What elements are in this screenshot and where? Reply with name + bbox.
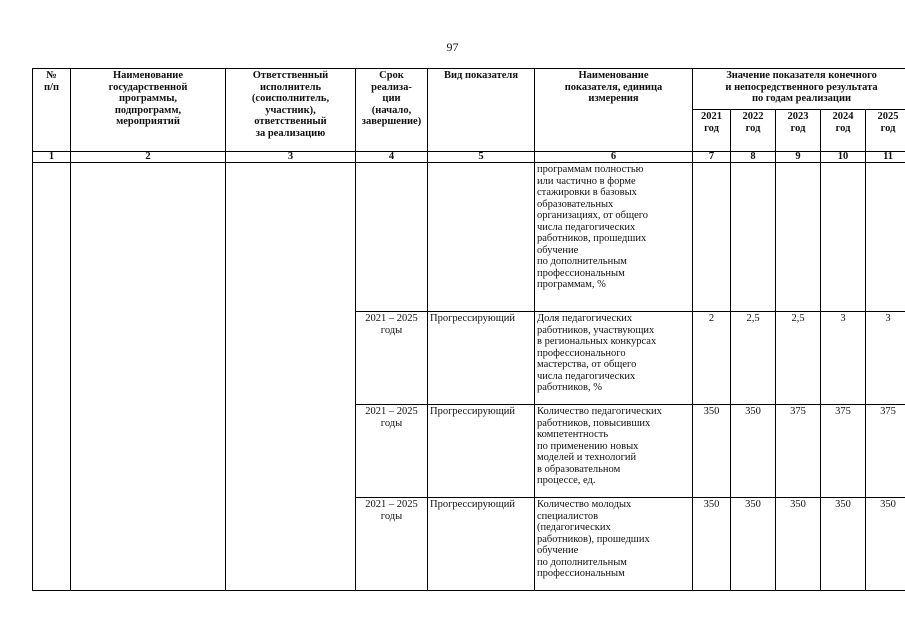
cell-term [356, 163, 428, 312]
cell-indicator-kind: Прогрессирующий [428, 405, 535, 498]
cell-value [776, 163, 821, 312]
cell-executor [226, 163, 356, 591]
column-number: 8 [731, 152, 776, 163]
cell-value: 3 [866, 312, 905, 405]
cell-indicator-name: Доля педагогических работников, участвующих в региональных конкурсах профессионального мастерства, от общего числа педагогических работников, % [535, 312, 693, 405]
cell-value: 350 [731, 498, 776, 591]
cell-indicator-name: программам полностью или частично в форме стажировки в базовых образовательных организациях, от общего числа педагогических работников, прошедших обучение по дополнительным профессиональным программам, % [535, 163, 693, 312]
cell-indicator-kind: Прогрессирующий [428, 312, 535, 405]
cell-indicator-name: Количество молодых специалистов (педагогических работников), прошедших обучение по дополнительным профессиональным [535, 498, 693, 591]
header-indicator-name: Наименование показателя, единица измерения [535, 69, 693, 152]
header-year: 2022 год [731, 110, 776, 152]
cell-value: 375 [866, 405, 905, 498]
cell-value: 2,5 [776, 312, 821, 405]
column-number: 4 [356, 152, 428, 163]
column-number: 1 [33, 152, 71, 163]
page-number: 97 [446, 40, 459, 54]
header-executor: Ответственный исполнитель (соисполнитель, участник), ответственный за реализацию [226, 69, 356, 152]
cell-value: 350 [693, 405, 731, 498]
column-number: 11 [866, 152, 905, 163]
cell-term: 2021 – 2025 годы [356, 405, 428, 498]
header-year: 2024 год [821, 110, 866, 152]
header-values-group: Значение показателя конечного и непосредственного результата по годам реализации [693, 69, 905, 110]
cell-value: 350 [821, 498, 866, 591]
cell-value: 350 [776, 498, 821, 591]
cell-value: 2 [693, 312, 731, 405]
header-row [33, 69, 905, 110]
table-row [33, 163, 905, 312]
cell-value [693, 163, 731, 312]
header-number: № п/п [33, 69, 71, 152]
column-number: 3 [226, 152, 356, 163]
header-year: 2021 год [693, 110, 731, 152]
header-year: 2025 год [866, 110, 905, 152]
cell-value: 350 [866, 498, 905, 591]
column-number: 6 [535, 152, 693, 163]
cell-indicator-name: Количество педагогических работников, повысивших компетентность по применению новых моделей и технологий в образовательном процессе, ед. [535, 405, 693, 498]
cell-value [821, 163, 866, 312]
column-numbers-row [33, 152, 905, 163]
cell-indicator-kind: Прогрессирующий [428, 498, 535, 591]
cell-value [866, 163, 905, 312]
column-number: 5 [428, 152, 535, 163]
cell-program-name [71, 163, 226, 591]
header-term: Срок реализа- ции (начало, завершение) [356, 69, 428, 152]
column-number: 9 [776, 152, 821, 163]
cell-term: 2021 – 2025 годы [356, 498, 428, 591]
cell-indicator-kind [428, 163, 535, 312]
cell-value: 350 [731, 405, 776, 498]
header-year: 2023 год [776, 110, 821, 152]
header-program-name: Наименование государственной программы, подпрограмм, мероприятий [71, 69, 226, 152]
cell-value [731, 163, 776, 312]
indicators-table [32, 68, 905, 591]
cell-term: 2021 – 2025 годы [356, 312, 428, 405]
column-number: 2 [71, 152, 226, 163]
cell-value: 375 [821, 405, 866, 498]
cell-value: 3 [821, 312, 866, 405]
cell-value: 350 [693, 498, 731, 591]
header-indicator-kind: Вид показателя [428, 69, 535, 152]
cell-value: 375 [776, 405, 821, 498]
column-number: 7 [693, 152, 731, 163]
cell-value: 2,5 [731, 312, 776, 405]
column-number: 10 [821, 152, 866, 163]
cell-number [33, 163, 71, 591]
